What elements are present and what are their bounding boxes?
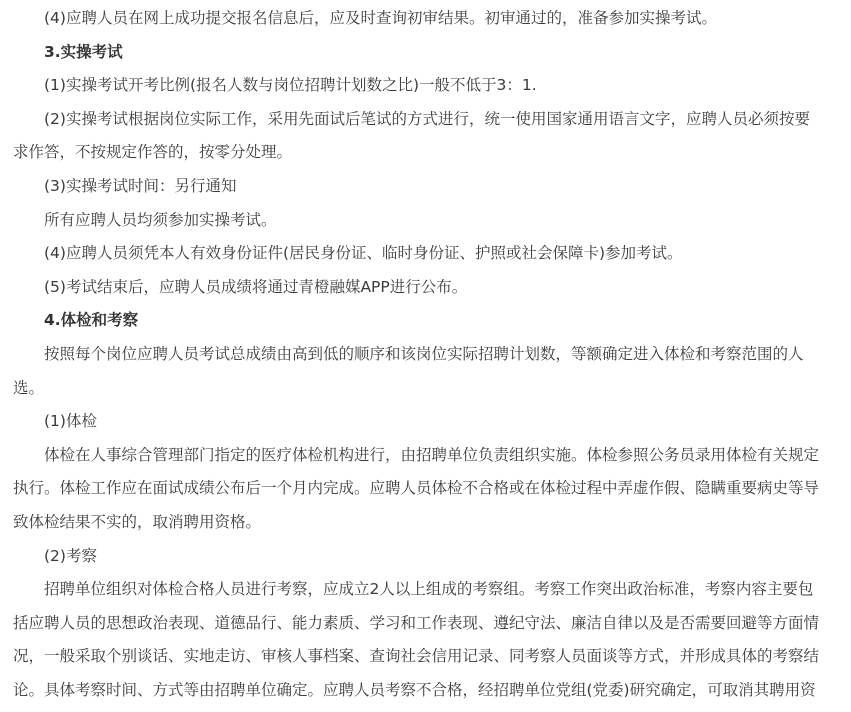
paragraph-line: 体检在人事综合管理部门指定的医疗体检机构进行，由招聘单位负责组织实施。体检参照公务员录用体检有关规定: [44, 445, 820, 464]
paragraph-line: (5)考试结束后，应聘人员成绩将通过青橙融媒APP进行公布。: [44, 277, 468, 296]
paragraph-line: (4)应聘人员须凭本人有效身份证件(居民身份证、临时身份证、护照或社会保障卡)参加考试。: [44, 244, 683, 263]
paragraph-line: 论。具体考察时间、方式等由招聘单位确定。应聘人员考察不合格，经招聘单位党组(党委)研究确定，可取消其聘用资: [13, 680, 816, 699]
paragraph-line: 招聘单位组织对体检合格人员进行考察，应成立2人以上组成的考察组。考察工作突出政治标准，考察内容主要包: [44, 580, 814, 599]
paragraph-line: (1)实操考试开考比例(报名人数与岗位招聘计划数之比)一般不低于3：1.: [44, 76, 537, 95]
section-heading-physical-exam: 4.体检和考察: [44, 311, 139, 330]
subheading-inspection: (2)考察: [44, 546, 97, 565]
paragraph-line: (3)实操考试时间：另行通知: [44, 176, 237, 195]
paragraph-line: 况，一般采取个别谈话、实地走访、审核人事档案、查询社会信用记录、同考察人员面谈等方式，并形成具体的考察结: [13, 647, 820, 666]
paragraph-line: 括应聘人员的思想政治表现、道德品行、能力素质、学习和工作表现、遵纪守法、廉洁自律以及是否需要回避等方面情: [13, 613, 820, 632]
paragraph-line: 执行。体检工作应在面试成绩公布后一个月内完成。应聘人员体检不合格或在体检过程中弄虚作假、隐瞒重要病史等导: [13, 479, 820, 498]
article-body: [13, 2, 843, 707]
paragraph-line: (2)实操考试根据岗位实际工作，采用先面试后笔试的方式进行，统一使用国家通用语言文字，应聘人员必须按要: [44, 109, 810, 128]
subheading-physical: (1)体检: [44, 412, 97, 431]
section-heading-practical-exam: 3.实操考试: [44, 42, 123, 61]
paragraph-line: 所有应聘人员均须参加实操考试。: [44, 210, 277, 229]
paragraph-line: 选。: [13, 378, 45, 397]
paragraph-line: (4)应聘人员在网上成功提交报名信息后，应及时查询初审结果。初审通过的，准备参加实操考试。: [44, 9, 717, 27]
paragraph-line: 求作答，不按规定作答的，按零分处理。: [13, 143, 293, 162]
paragraph-line: 致体检结果不实的，取消聘用资格。: [13, 512, 262, 531]
paragraph-line: 按照每个岗位应聘人员考试总成绩由高到低的顺序和该岗位实际招聘计划数，等额确定进入体检和考察范围的人: [44, 344, 804, 363]
